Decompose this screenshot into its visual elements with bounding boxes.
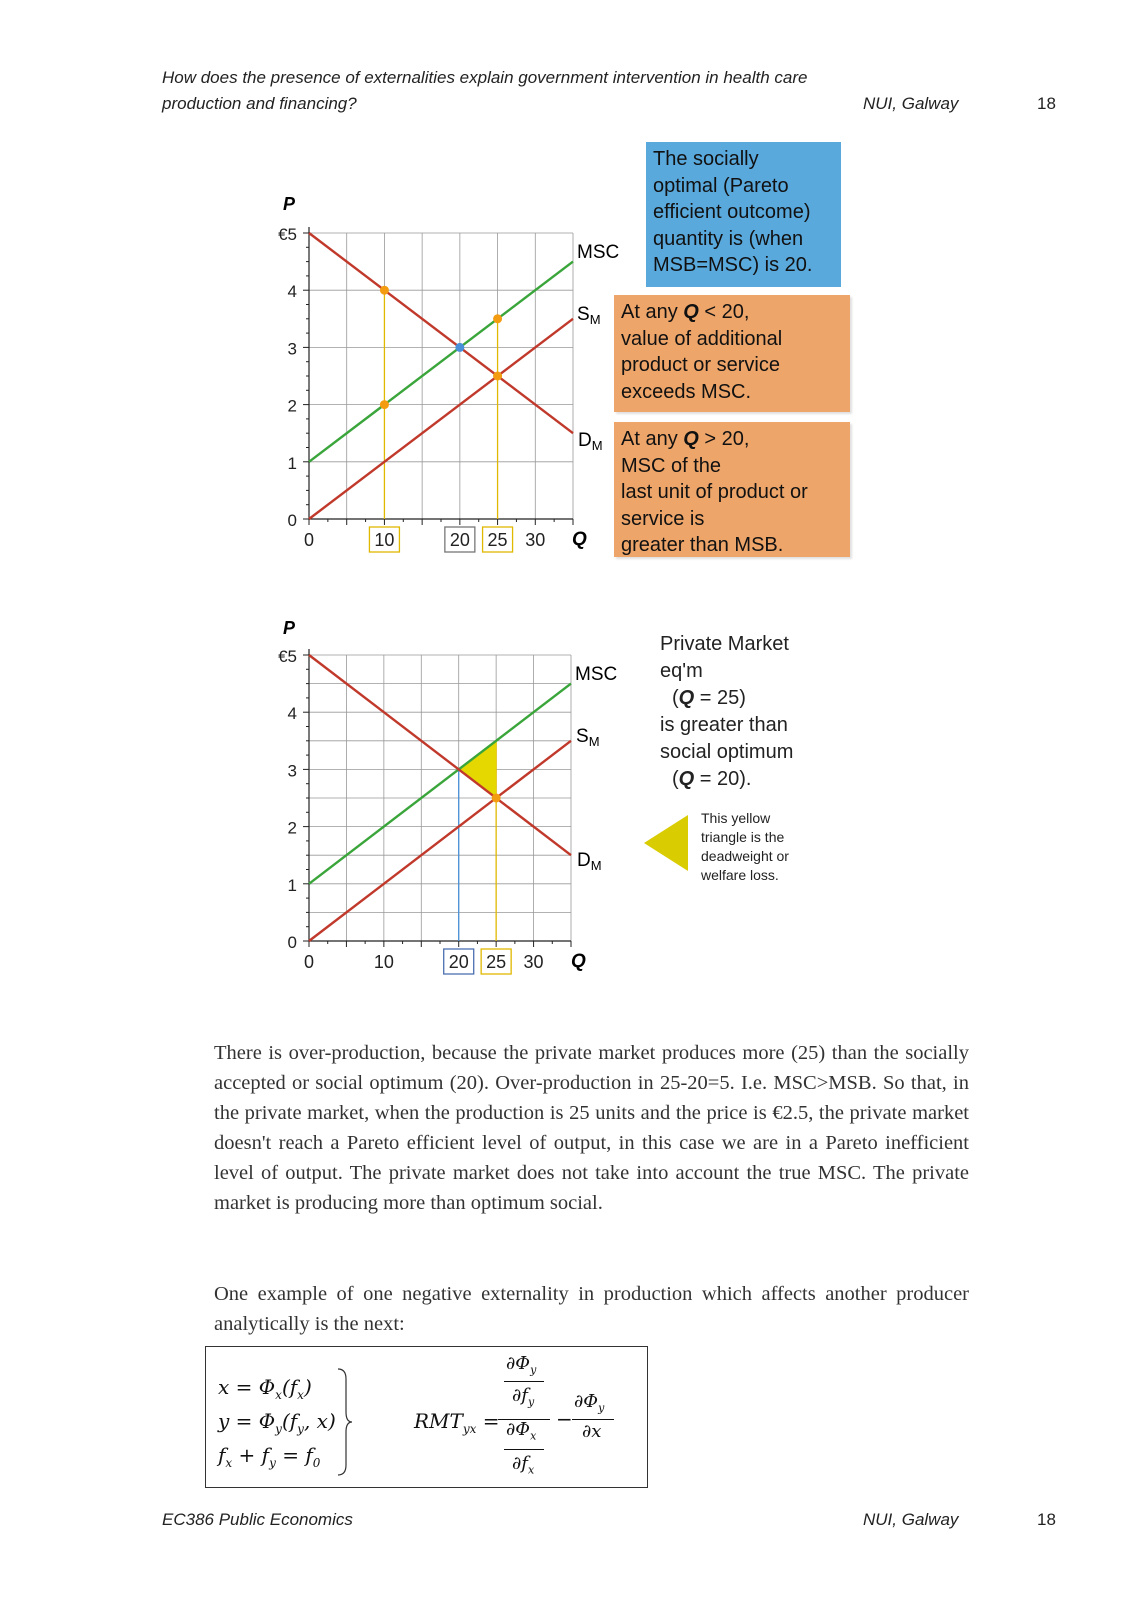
c2-y-tick-label: €5 xyxy=(278,647,297,666)
chart1-sm-label: $S_M$ xyxy=(577,304,601,327)
paragraph-externality-example: One example of one negative externality in production which affects another producer analytically is the next: xyxy=(214,1283,969,1335)
formula-partial-bar xyxy=(572,1419,614,1420)
c1-y-tick-label: 3 xyxy=(287,339,297,359)
formula-rmt-lhs: $RMT_{yx}$ = xyxy=(414,1409,500,1436)
private-note-line: (Q = 25) xyxy=(672,687,746,709)
triangle-note xyxy=(701,809,789,885)
chart2-ticks xyxy=(278,647,544,974)
c2-point xyxy=(492,794,501,803)
c1-y-tick-label: 1 xyxy=(287,453,297,473)
yellow-triangle-legend-icon xyxy=(644,815,688,871)
chart1-dm-label: $D_M$ xyxy=(578,430,603,453)
c1-x-tick-label: 25 xyxy=(487,530,508,550)
blue-line: quantity is (when xyxy=(653,227,804,250)
c1-y-tick-label: 0 xyxy=(287,511,297,530)
header-page-number: 18 xyxy=(1037,94,1056,113)
formula-eq3-source xyxy=(206,1347,207,1348)
chart1-y-label: P xyxy=(283,194,296,214)
private-market-note xyxy=(660,631,793,793)
c1-x-tick-label: 0 xyxy=(303,530,315,550)
c1-y-tick-label: 4 xyxy=(287,282,297,302)
footer-institution: NUI, Galway xyxy=(863,1510,959,1529)
triangle-note-line: This yellow xyxy=(701,810,771,826)
triangle-note-line: welfare loss. xyxy=(701,867,779,883)
c2-series-sm xyxy=(309,741,571,941)
c2-y-tick-label: 4 xyxy=(287,704,297,724)
orange2-line: service is xyxy=(621,507,705,530)
c1-x-tick-label: 10 xyxy=(374,530,395,550)
formula-box xyxy=(205,1346,648,1488)
footer-course: EC386 Public Economics xyxy=(162,1510,353,1529)
formula-eq2: $y = \Phi_y(f_y$, x) xyxy=(218,1409,336,1436)
orange2-first-line: At any Q > 20, xyxy=(621,428,750,450)
c2-x-tick-label: 25 xyxy=(486,952,507,972)
private-note-line: is greater than xyxy=(660,714,788,736)
orange2-line: MSC of the xyxy=(621,454,722,477)
formula-inner-bar-bottom xyxy=(504,1449,544,1450)
formula-eq1-source xyxy=(206,1347,207,1348)
c2-series-dm xyxy=(309,655,571,855)
formula-fraction-num2: $\partial\Phi_x$ xyxy=(506,1419,537,1443)
chart1-x-label: Q xyxy=(572,529,587,550)
blue-line: The socially xyxy=(653,148,759,170)
formula-fraction-numerator: $\partial\Phi_y$ xyxy=(506,1353,537,1377)
orange1-first-line: At any Q < 20, xyxy=(621,301,750,323)
formula-eq3: $f_x + f_y = f_0$ xyxy=(218,1443,321,1470)
formula-minus: − xyxy=(556,1407,573,1431)
formula-partial-den: ∂x xyxy=(582,1421,602,1442)
footer-page-number: 18 xyxy=(1037,1510,1056,1529)
c2-y-tick-label: 2 xyxy=(287,818,297,838)
chart1-msc-label: MSC xyxy=(577,242,620,263)
triangle-note-line: triangle is the xyxy=(701,829,785,845)
c1-x-tick-label: 20 xyxy=(449,530,470,550)
chart2-x-label: Q xyxy=(571,951,586,972)
c2-x-tick-label: 10 xyxy=(373,952,394,972)
c2-y-tick-label: 1 xyxy=(287,875,297,895)
c2-x-tick-label: 0 xyxy=(303,952,315,972)
formula-fraction-den1: $\partial f_y$ xyxy=(512,1385,535,1409)
formula-partial-num: $\partial\Phi_y$ xyxy=(574,1391,605,1415)
chart2-y-label: P xyxy=(283,618,296,638)
blue-line: optimal (Pareto xyxy=(653,174,789,197)
private-note-line: eq'm xyxy=(660,660,703,682)
chart2-points xyxy=(492,794,501,803)
header-title-line1: How does the presence of externalities explain government intervention in health care xyxy=(162,68,808,87)
chart2-sm-label: $S_M$ xyxy=(576,726,600,749)
formula-eq2-source xyxy=(206,1347,207,1348)
chart2-dm-label: $D_M$ xyxy=(577,850,602,873)
c2-y-tick-label: 3 xyxy=(287,761,297,781)
formula-fraction-den2: $\partial f_x$ xyxy=(512,1453,535,1477)
c1-x-tick-label: 30 xyxy=(525,530,546,550)
c2-x-tick-label: 20 xyxy=(448,952,469,972)
orange2-line: last unit of product or xyxy=(621,481,808,503)
triangle-note-line: deadweight or xyxy=(701,848,789,864)
c2-series-msc xyxy=(309,684,571,884)
blue-line: MSB=MSC) is 20. xyxy=(653,254,813,276)
orange2-line: greater than MSB. xyxy=(621,534,784,556)
private-note-line: (Q = 20). xyxy=(672,768,752,790)
chart2-deadweight-area xyxy=(459,741,496,798)
chart2-grid xyxy=(309,655,571,941)
c1-y-tick-label: 2 xyxy=(287,396,297,416)
header-title-line2: production and financing? xyxy=(162,94,357,113)
chart2-msc-label: MSC xyxy=(575,664,618,685)
private-note-line: Private Market xyxy=(660,633,789,655)
formula-brace xyxy=(336,1367,356,1477)
paragraph-overproduction: There is over-production, because the private market produces more (25) than the socially accepted or social optimum (20). Over-production in 25-20=5. I.e. MSC>MSB. So that, in the private market, when the production is 25 units and the price is €2.5, the private market doesn't reach a Pareto efficient level of output, in this case we are in a Pareto inefficient level of output. The private market does not take into account the true MSC. The private market is producing more than optimum social. xyxy=(214,1042,969,1214)
private-note-line: social optimum xyxy=(660,741,794,763)
formula-eq1: $x = \Phi_x(f_x)$ xyxy=(218,1375,312,1402)
c1-y-tick-label: €5 xyxy=(278,225,297,244)
orange1-line: exceeds MSC. xyxy=(621,380,752,403)
orange1-line: product or service xyxy=(621,354,780,376)
orange1-line: value of additional xyxy=(621,327,783,350)
formula-rmt-source xyxy=(206,1347,207,1348)
formula-inner-bar-top xyxy=(504,1381,544,1382)
c2-deadweight-triangle xyxy=(459,741,496,798)
c2-x-tick-label: 30 xyxy=(523,952,544,972)
blue-line: efficient outcome) xyxy=(653,201,811,223)
c2-y-tick-label: 0 xyxy=(287,933,297,952)
header-institution: NUI, Galway xyxy=(863,94,959,113)
